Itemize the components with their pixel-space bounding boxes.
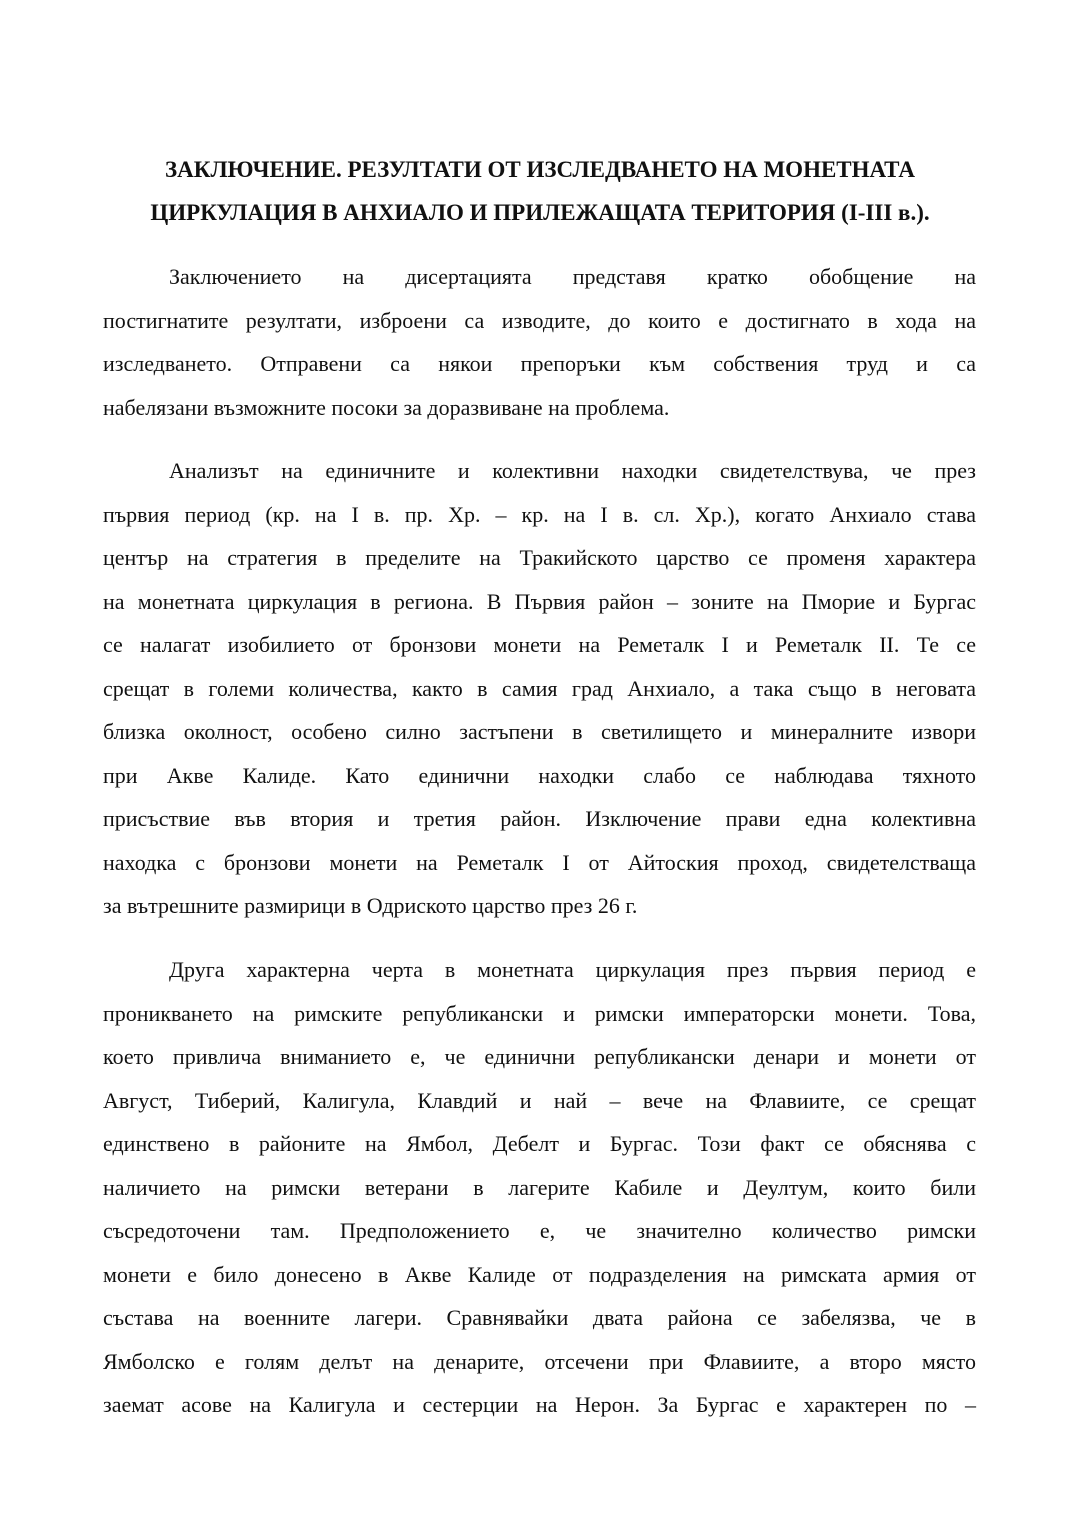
paragraph-line: за вътрешните размирици в Одриското царство през 26 г. bbox=[103, 893, 638, 918]
paragraph-line: съсредоточени там. Предположението е, че значително количество римски bbox=[103, 1218, 976, 1243]
paragraph-line: се налагат изобилието от бронзови монети на Реметалк I и Реметалк II. Те се bbox=[103, 632, 976, 657]
paragraph-line: което привлича вниманието е, че единични републикански денари и монети от bbox=[103, 1044, 976, 1069]
paragraph-line: Анализът на единичните и колективни находки свидетелствува, че през bbox=[169, 458, 976, 483]
paragraph-line: при Акве Калиде. Като единични находки слабо се наблюдава тяхното bbox=[103, 762, 976, 788]
paragraph-line: първия период (кр. на I в. пр. Хр. – кр. на I в. сл. Хр.), когато Анхиало става bbox=[103, 501, 976, 527]
document-title-line-1: ЗАКЛЮЧЕНИЕ. РЕЗУЛТАТИ ОТ ИЗСЛЕДВАНЕТО НА МОНЕТНАТА bbox=[165, 157, 915, 182]
paragraph-line: Друга характерна черта в монетната циркулация през първия период е bbox=[169, 957, 976, 982]
paragraph-1 bbox=[103, 255, 976, 429]
paragraph-line: проникването на римските републикански и римски императорски монети. Това, bbox=[103, 1000, 976, 1026]
paragraph-line: находка с бронзови монети на Реметалк I от Айтоския проход, свидетелстваща bbox=[103, 849, 976, 875]
paragraph-line: на монетната циркулация в региона. В Първия район – зоните на Пморие и Бургас bbox=[103, 588, 976, 614]
paragraph-line: център на стратегия в пределите на Тракийското царство се променя характера bbox=[103, 545, 976, 570]
paragraph-line: Август, Тиберий, Калигула, Клавдий и най – вече на Флавиите, се срещат bbox=[103, 1087, 976, 1113]
paragraph-line: присъствие във втория и третия район. Изключение прави една колективна bbox=[103, 806, 976, 831]
paragraph-line: набелязани възможните посоки за доразвиване на проблема. bbox=[103, 394, 670, 420]
paragraph-line: изследването. Отправени са някои препоръки към собствения труд и са bbox=[103, 351, 976, 376]
paragraph-line: постигнатите резултати, изброени са изводите, до които е достигнато в хода на bbox=[103, 307, 976, 333]
paragraph-line: Заключението на дисертацията представя кратко обобщение на bbox=[169, 264, 976, 289]
paragraph-line: единствено в районите на Ямбол, Дебелт и Бургас. Този факт се обяснява с bbox=[103, 1131, 976, 1156]
paragraph-2 bbox=[103, 449, 976, 928]
paragraph-line: заемат асове на Калигула и сестерции на Нерон. За Бургас е характерен по – bbox=[103, 1392, 976, 1417]
paragraph-line: монети е било донесено в Акве Калиде от подразделения на римската армия от bbox=[103, 1261, 976, 1287]
paragraph-line: близка околност, особено силно застъпени в светилището и минералните извори bbox=[103, 719, 976, 744]
paragraph-line: наличието на римски ветерани в лагерите Кабиле и Деултум, които били bbox=[103, 1174, 976, 1200]
paragraph-line: състава на военните лагери. Сравнявайки двата района се забелязва, че в bbox=[103, 1305, 976, 1330]
paragraph-3 bbox=[103, 948, 976, 1427]
paragraph-line: срещат в големи количества, както в самия град Анхиало, а така също в неговата bbox=[103, 675, 976, 701]
paragraph-line: Ямболско е голям делът на денарите, отсечени при Флавиите, а второ място bbox=[103, 1348, 976, 1374]
document-title-line-2: ЦИРКУЛАЦИЯ В АНХИАЛО И ПРИЛЕЖАЩАТА ТЕРИТОРИЯ (I-III в.). bbox=[150, 200, 930, 225]
